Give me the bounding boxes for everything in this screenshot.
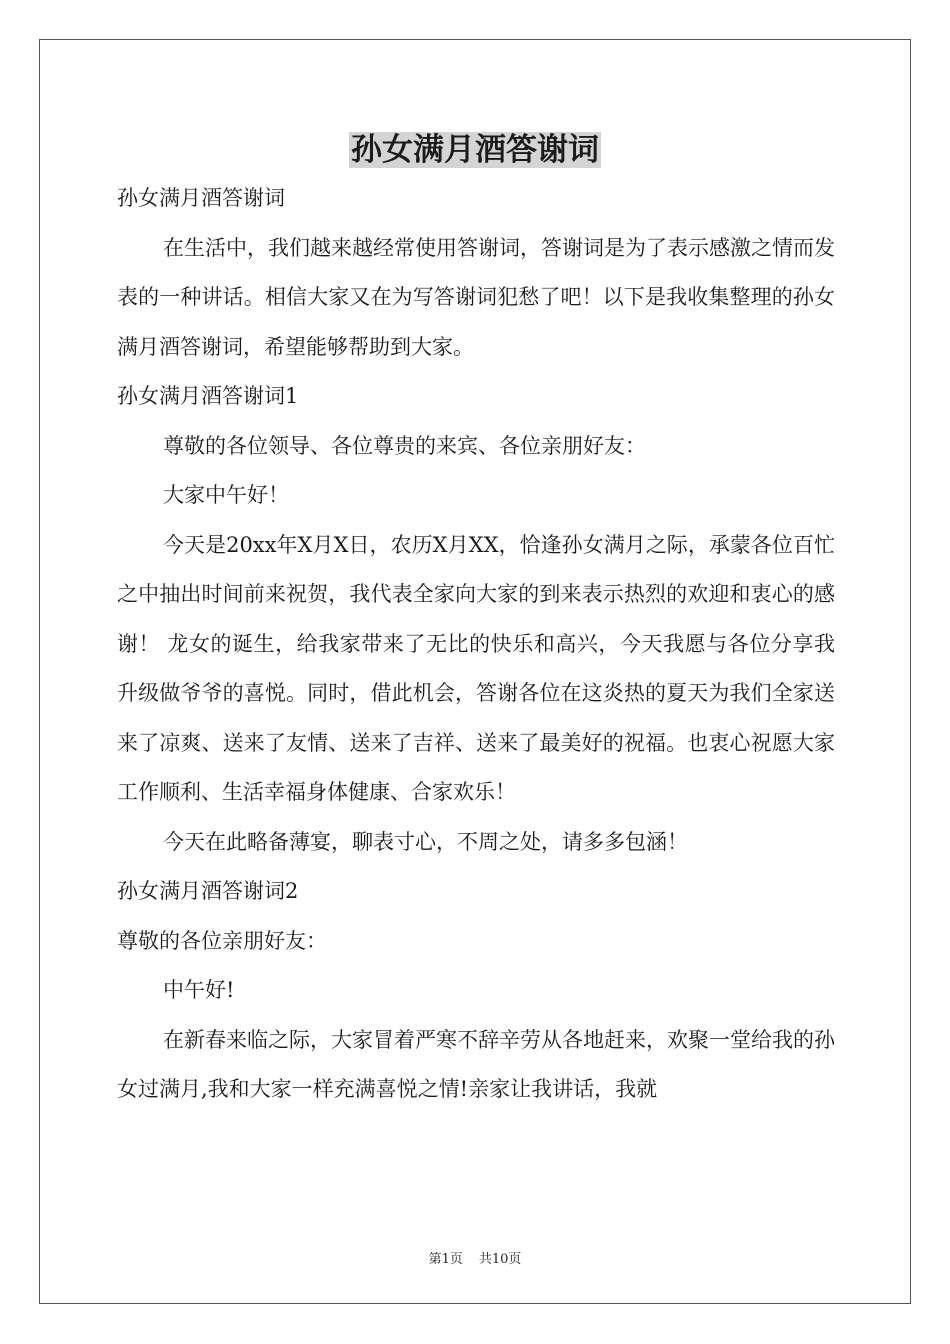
paragraph: 大家中午好！: [163, 483, 289, 507]
paragraph: 今天在此略备薄宴，聊表寸心，不周之处，请多多包涵！: [163, 829, 688, 854]
paragraph: 尊敬的各位领导、各位尊贵的来宾、各位亲朋好友：: [163, 433, 646, 458]
paragraph: 孙女满月酒答谢词: [117, 186, 285, 210]
document-body: [117, 174, 835, 1115]
page-number: 第1页: [428, 1252, 463, 1267]
paragraph: 在生活中，我们越来越经常使用答谢词，答谢词是为了表示感激之情而发表的一种讲话。相信大家又在为写答谢词犯愁了吧！以下是我收集整理的孙女满月酒答谢词，希望能够帮助到大家。: [117, 235, 835, 359]
paragraph: 中午好!: [163, 978, 235, 1002]
page-total: 共10页: [478, 1252, 522, 1267]
paragraph: 尊敬的各位亲朋好友：: [117, 928, 327, 953]
paragraph: 今天是20xx年X月X日，农历X月XX，恰逢孙女满月之际，承蒙各位百忙之中抽出时间前来祝贺，我代表全家向大家的到来表示热烈的欢迎和衷心的感谢！ 龙女的诞生，给我家带来了无比的快乐和高兴，今天我愿与各位分享我升级做爷爷的喜悦。同时，借此机会，答谢各位在这炎热的夏天为我们全家送来了凉爽、送来了友情、送来了吉祥、送来了最美好的祝福。也衷心祝愿大家工作顺利、生活幸福身体健康、合家欢乐！: [117, 532, 835, 804]
document-title: 孙女满月酒答谢词: [351, 132, 599, 168]
paragraph: 孙女满月酒答谢词2: [117, 879, 299, 903]
page-footer: [0, 1248, 950, 1267]
paragraph: 在新春来临之际，大家冒着严寒不辞辛劳从各地赶来，欢聚一堂给我的孙女过满月,我和大家一样充满喜悦之情!亲家让我讲话，我就: [117, 1027, 835, 1101]
paragraph: 孙女满月酒答谢词1: [117, 384, 299, 408]
